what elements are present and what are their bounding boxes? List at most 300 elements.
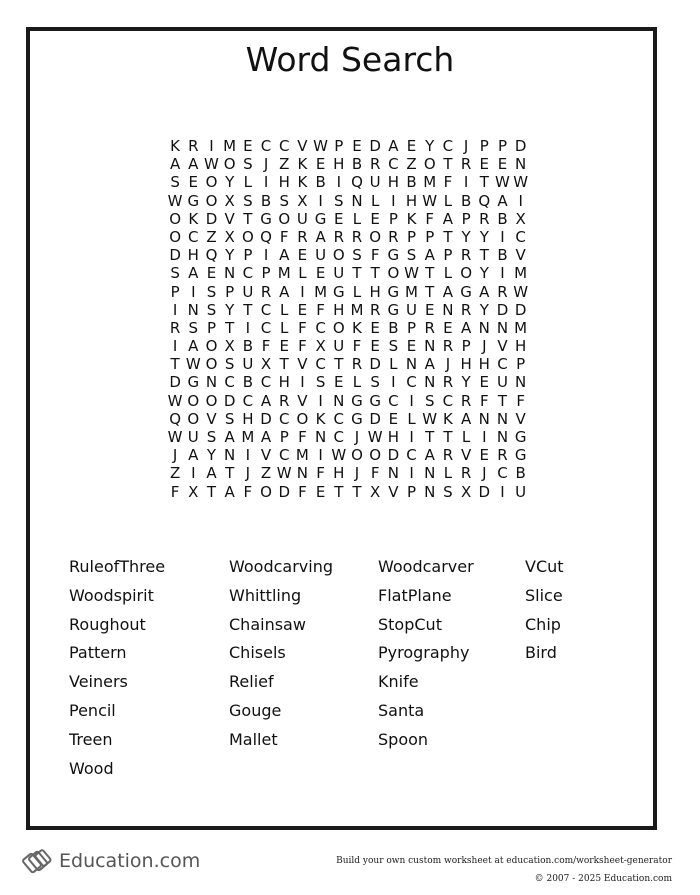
grid-letter: P — [243, 246, 253, 265]
grid-letter: W — [276, 464, 292, 483]
grid-letter: W — [367, 428, 383, 446]
grid-letter: N — [187, 300, 199, 319]
grid-letter: O — [332, 246, 345, 265]
grid-letter: W — [167, 428, 183, 446]
grid-letter: E — [297, 246, 308, 265]
grid-letter: J — [354, 464, 360, 483]
grid-letter: E — [406, 337, 417, 356]
grid-letter: I — [409, 464, 414, 483]
grid-letter: A — [460, 409, 472, 428]
grid-letter: K — [297, 173, 308, 192]
grid-letter: S — [424, 391, 435, 410]
grid-letter: I — [318, 391, 323, 410]
grid-letter: N — [205, 373, 218, 392]
grid-letter: X — [297, 191, 308, 210]
grid-letter: A — [424, 246, 435, 265]
grid-letter: I — [245, 318, 251, 337]
grid-letter: W — [331, 446, 347, 465]
grid-letter: V — [460, 446, 472, 465]
grid-letter: W — [185, 355, 201, 374]
grid-letter: S — [352, 246, 362, 265]
word-list-item: FlatPlane — [378, 585, 452, 605]
grid-letter: F — [370, 246, 380, 265]
grid-letter: N — [424, 337, 436, 356]
grid-letter: R — [297, 227, 308, 246]
grid-letter: E — [315, 264, 326, 283]
grid-letter: G — [351, 391, 363, 410]
grid-letter: Y — [206, 446, 217, 465]
grid-letter: R — [497, 446, 508, 465]
grid-letter: E — [315, 482, 326, 501]
word-list-item: Wood — [69, 758, 114, 778]
grid-letter: M — [241, 428, 255, 446]
grid-letter: A — [279, 282, 290, 301]
grid-letter: K — [442, 409, 453, 428]
grid-letter: C — [242, 264, 254, 283]
grid-letter: B — [460, 191, 472, 210]
grid-letter: X — [224, 227, 235, 246]
grid-letter: C — [515, 227, 526, 246]
grid-letter: D — [478, 482, 491, 501]
grid-letter: P — [497, 137, 507, 155]
grid-letter: N — [496, 318, 509, 337]
grid-letter: O — [205, 191, 218, 210]
grid-letter: O — [260, 482, 272, 501]
grid-letter: X — [460, 482, 472, 501]
grid-letter: I — [336, 173, 341, 192]
word-list-item: Chainsaw — [229, 614, 306, 634]
grid-letter: G — [387, 300, 400, 319]
grid-letter: A — [315, 227, 326, 246]
grid-letter: I — [300, 282, 305, 301]
grid-letter: O — [205, 173, 218, 192]
grid-letter: O — [169, 227, 181, 246]
grid-letter: C — [260, 373, 272, 392]
grid-letter: T — [425, 428, 435, 446]
grid-letter: R — [442, 446, 454, 465]
grid-letter: E — [479, 373, 490, 392]
grid-letter: M — [514, 264, 528, 283]
word-list-item: Pattern — [69, 643, 127, 663]
grid-letter: L — [370, 191, 380, 210]
grid-letter: F — [479, 391, 489, 410]
grid-letter: M — [405, 282, 418, 301]
grid-letter: R — [424, 318, 435, 337]
grid-letter: Y — [225, 300, 235, 319]
grid-letter: D — [369, 409, 381, 428]
grid-letter: F — [243, 482, 253, 501]
grid-letter: C — [442, 137, 454, 155]
grid-letter: A — [424, 355, 435, 374]
grid-letter: S — [188, 318, 199, 337]
grid-letter: H — [333, 300, 345, 319]
grid-letter: Q — [169, 409, 181, 428]
grid-letter: Y — [225, 173, 235, 192]
grid-letter: C — [260, 318, 272, 337]
grid-letter: Z — [279, 155, 290, 174]
grid-letter: P — [261, 264, 271, 283]
grid-letter: G — [514, 446, 527, 465]
grid-letter: E — [334, 373, 344, 392]
grid-letter: P — [407, 318, 417, 337]
grid-letter: L — [352, 373, 362, 392]
grid-letter: Z — [406, 155, 417, 174]
grid-letter: C — [278, 446, 290, 465]
grid-letter: E — [352, 137, 362, 155]
grid-letter: T — [370, 264, 380, 283]
grid-letter: F — [316, 300, 325, 319]
grid-letter: F — [298, 428, 307, 446]
grid-letter: O — [332, 318, 345, 337]
grid-letter: F — [298, 482, 307, 501]
grid-letter: I — [245, 446, 251, 465]
grid-letter: E — [479, 155, 490, 174]
education-logo[interactable] — [22, 845, 200, 877]
grid-letter: J — [463, 137, 469, 155]
grid-letter: X — [224, 191, 235, 210]
grid-letter: C — [388, 391, 399, 410]
grid-letter: O — [387, 264, 400, 283]
grid-letter: F — [298, 318, 307, 337]
grid-letter: B — [242, 373, 253, 392]
grid-letter: A — [188, 155, 199, 174]
grid-letter: C — [406, 446, 417, 465]
grid-letter: W — [422, 409, 438, 428]
word-list-item: Knife — [378, 672, 419, 692]
grid-letter: N — [224, 446, 236, 465]
grid-letter: I — [209, 137, 214, 155]
grid-letter: S — [279, 191, 289, 210]
grid-letter: W — [513, 282, 529, 301]
grid-letter: R — [369, 155, 381, 174]
grid-letter: W — [422, 191, 438, 210]
grid-letter: E — [370, 209, 380, 228]
grid-letter: C — [406, 373, 417, 392]
grid-letter: H — [333, 155, 345, 174]
grid-letter: D — [278, 482, 290, 501]
grid-letter: H — [187, 246, 199, 265]
grid-letter: L — [443, 191, 453, 210]
grid-letter: W — [204, 155, 219, 174]
grid-letter: K — [188, 209, 199, 228]
grid-letter: P — [443, 246, 453, 265]
grid-letter: Q — [205, 246, 218, 265]
grid-letter: B — [388, 318, 399, 337]
grid-letter: E — [443, 318, 453, 337]
grid-letter: T — [497, 391, 508, 410]
grid-letter: F — [443, 173, 453, 192]
grid-letter: N — [224, 264, 236, 283]
grid-letter: O — [169, 209, 181, 228]
grid-letter: A — [169, 155, 181, 174]
grid-letter: M — [223, 137, 237, 155]
grid-letter: C — [260, 300, 272, 319]
grid-letter: C — [260, 137, 272, 155]
grid-letter: H — [242, 409, 254, 428]
grid-letter: I — [391, 373, 396, 392]
grid-letter: P — [170, 282, 180, 301]
grid-letter: G — [387, 282, 400, 301]
word-list-item: Spoon — [378, 729, 429, 749]
grid-letter: Z — [169, 464, 181, 483]
grid-letter: Y — [461, 227, 471, 246]
grid-letter: U — [333, 264, 345, 283]
grid-letter: E — [297, 300, 308, 319]
grid-letter: M — [314, 282, 328, 301]
grid-letter: G — [332, 282, 345, 301]
grid-letter: A — [224, 428, 235, 446]
grid-letter: O — [241, 227, 254, 246]
grid-letter: C — [333, 409, 345, 428]
grid-letter: L — [243, 173, 253, 192]
grid-letter: A — [188, 264, 199, 283]
grid-letter: I — [318, 446, 323, 465]
grid-letter: O — [205, 391, 218, 410]
grid-letter: J — [354, 428, 360, 446]
grid-letter: X — [315, 337, 326, 356]
grid-letter: Q — [351, 173, 363, 192]
grid-letter: E — [315, 155, 326, 174]
grid-letter: N — [405, 355, 418, 374]
grid-letter: B — [515, 464, 526, 483]
grid-letter: A — [424, 446, 435, 465]
footer-info — [336, 852, 672, 888]
grid-letter: C — [333, 428, 345, 446]
word-column-4 — [525, 553, 564, 668]
grid-letter: E — [497, 155, 508, 174]
grid-letter: T — [479, 173, 489, 192]
grid-letter: S — [224, 355, 235, 374]
grid-letter: P — [225, 282, 235, 301]
grid-letter: F — [170, 482, 180, 501]
grid-letter: O — [369, 227, 382, 246]
grid-letter: A — [188, 446, 199, 465]
grid-letter: O — [369, 446, 382, 465]
grid-letter: A — [479, 282, 490, 301]
grid-letter: U — [296, 209, 308, 228]
grid-letter: N — [424, 482, 436, 501]
grid-letter: S — [243, 155, 253, 174]
grid-letter: D — [223, 391, 236, 410]
word-list-item: Gouge — [229, 700, 282, 720]
grid-letter: C — [315, 318, 326, 337]
grid-letter: M — [514, 318, 528, 337]
grid-letter: Y — [461, 373, 471, 392]
word-list-item: Woodcarver — [378, 557, 474, 576]
grid-letter: V — [297, 355, 308, 374]
grid-letter: Y — [479, 264, 489, 283]
grid-letter: R — [260, 282, 272, 301]
grid-letter: P — [461, 337, 471, 356]
grid-letter: I — [191, 464, 196, 483]
word-column-2 — [229, 553, 333, 755]
grid-letter: C — [278, 409, 290, 428]
grid-letter: R — [460, 464, 472, 483]
word-list-item: VCut — [525, 557, 564, 576]
grid-letter: I — [318, 191, 323, 210]
grid-letter: I — [263, 173, 269, 192]
grid-letter: P — [479, 137, 489, 155]
grid-letter: D — [514, 300, 527, 319]
grid-letter: W — [167, 191, 183, 210]
grid-letter: V — [388, 482, 399, 501]
grid-letter: B — [260, 191, 272, 210]
grid-letter: F — [261, 337, 271, 356]
grid-letter: V — [515, 409, 526, 428]
grid-letter: J — [245, 464, 251, 483]
grid-letter: H — [278, 173, 290, 192]
grid-letter: C — [497, 464, 508, 483]
grid-letter: N — [296, 464, 309, 483]
grid-letter: K — [352, 318, 362, 337]
grid-letter: T — [352, 264, 362, 283]
grid-letter: B — [242, 337, 253, 356]
grid-letter: T — [443, 428, 453, 446]
grid-letter: H — [387, 428, 399, 446]
grid-letter: S — [206, 282, 217, 301]
grid-letter: A — [442, 209, 454, 228]
grid-letter: N — [515, 155, 527, 174]
grid-letter: M — [295, 446, 309, 465]
grid-letter: J — [482, 464, 487, 483]
grid-letter: D — [496, 300, 509, 319]
grid-letter: N — [478, 318, 490, 337]
grid-letter: U — [369, 173, 381, 192]
grid-letter: N — [424, 373, 436, 392]
grid-letter: L — [352, 282, 362, 301]
grid-letter: E — [370, 318, 380, 337]
grid-letter: D — [369, 355, 381, 374]
grid-letter: J — [445, 355, 451, 374]
grid-letter: A — [206, 464, 217, 483]
grid-letter: P — [279, 428, 289, 446]
grid-letter: W — [313, 137, 329, 155]
grid-letter: J — [263, 155, 269, 174]
grid-letter: O — [296, 409, 309, 428]
grid-letter: N — [351, 191, 363, 210]
word-list-item: Bird — [525, 643, 557, 663]
grid-letter: N — [442, 300, 454, 319]
grid-letter: A — [442, 282, 454, 301]
grid-letter: O — [187, 391, 200, 410]
grid-letter: I — [500, 264, 505, 283]
grid-letter: Y — [479, 300, 489, 319]
grid-letter: K — [406, 209, 417, 228]
grid-letter: R — [442, 373, 454, 392]
grid-letter: S — [334, 191, 344, 210]
grid-letter: X — [370, 482, 381, 501]
grid-letter: E — [206, 264, 217, 283]
grid-letter: T — [425, 282, 435, 301]
grid-letter: P — [334, 137, 344, 155]
grid-letter: P — [388, 209, 398, 228]
grid-letter: Y — [479, 227, 489, 246]
grid-letter: C — [188, 227, 199, 246]
grid-letter: H — [387, 173, 399, 192]
grid-letter: P — [516, 355, 526, 374]
grid-letter: F — [316, 464, 325, 483]
grid-letter: Q — [478, 191, 491, 210]
word-list-item: StopCut — [378, 614, 442, 634]
grid-letter: L — [461, 428, 471, 446]
grid-letter: N — [478, 409, 490, 428]
grid-letter: A — [460, 318, 472, 337]
grid-letter: E — [370, 337, 380, 356]
grid-letter: R — [188, 137, 199, 155]
grid-letter: G — [260, 209, 272, 228]
grid-letter: L — [280, 300, 289, 319]
grid-letter: W — [495, 173, 510, 192]
grid-letter: X — [224, 337, 235, 356]
grid-letter: W — [404, 264, 419, 283]
grid-letter: S — [315, 373, 326, 392]
grid-letter: R — [388, 227, 399, 246]
word-list-item: Mallet — [229, 729, 278, 749]
grid-letter: M — [277, 264, 291, 283]
grid-letter: A — [260, 428, 272, 446]
grid-letter: U — [496, 373, 508, 392]
word-list-item: Whittling — [229, 585, 302, 605]
grid-letter: R — [460, 300, 472, 319]
grid-letter: P — [407, 482, 417, 501]
grid-letter: G — [369, 391, 381, 410]
grid-letter: V — [224, 209, 235, 228]
grid-letter: T — [334, 355, 344, 374]
grid-letter: U — [515, 482, 527, 501]
word-column-1 — [69, 553, 165, 783]
grid-letter: L — [298, 264, 307, 283]
word-list-item: Pyrography — [378, 643, 470, 663]
grid-letter: I — [391, 191, 396, 210]
word-list-item: Woodspirit — [69, 585, 154, 605]
grid-letter: T — [225, 318, 235, 337]
grid-letter: R — [369, 300, 381, 319]
grid-letter: N — [515, 373, 527, 392]
grid-letter: U — [333, 337, 345, 356]
grid-letter: R — [460, 155, 472, 174]
grid-letter: H — [369, 282, 381, 301]
grid-letter: U — [315, 246, 327, 265]
grid-letter: Y — [225, 246, 235, 265]
grid-letter: B — [497, 246, 508, 265]
grid-letter: V — [297, 391, 308, 410]
grid-letter: G — [460, 282, 472, 301]
grid-letter: B — [497, 209, 508, 228]
grid-letter: A — [497, 191, 508, 210]
word-list-item: Relief — [229, 672, 274, 692]
grid-letter: B — [406, 173, 417, 192]
grid-letter: T — [243, 300, 253, 319]
grid-letter: V — [497, 337, 508, 356]
grid-letter: E — [388, 409, 399, 428]
word-list-item: Chip — [525, 614, 561, 634]
education-logo-text: Education.com — [59, 850, 201, 872]
word-list-item: Santa — [378, 700, 425, 720]
grid-letter: P — [407, 227, 417, 246]
grid-letter: U — [242, 282, 254, 301]
grid-letter: O — [205, 355, 218, 374]
grid-letter: G — [514, 428, 527, 446]
grid-letter: R — [442, 337, 454, 356]
word-list-item: RuleofThree — [69, 557, 166, 576]
grid-letter: V — [206, 409, 217, 428]
grid-letter: U — [406, 300, 418, 319]
grid-letter: P — [461, 209, 471, 228]
grid-letter: C — [388, 155, 399, 174]
grid-letter: M — [350, 300, 364, 319]
grid-letter: R — [351, 355, 363, 374]
grid-letter: I — [300, 373, 305, 392]
